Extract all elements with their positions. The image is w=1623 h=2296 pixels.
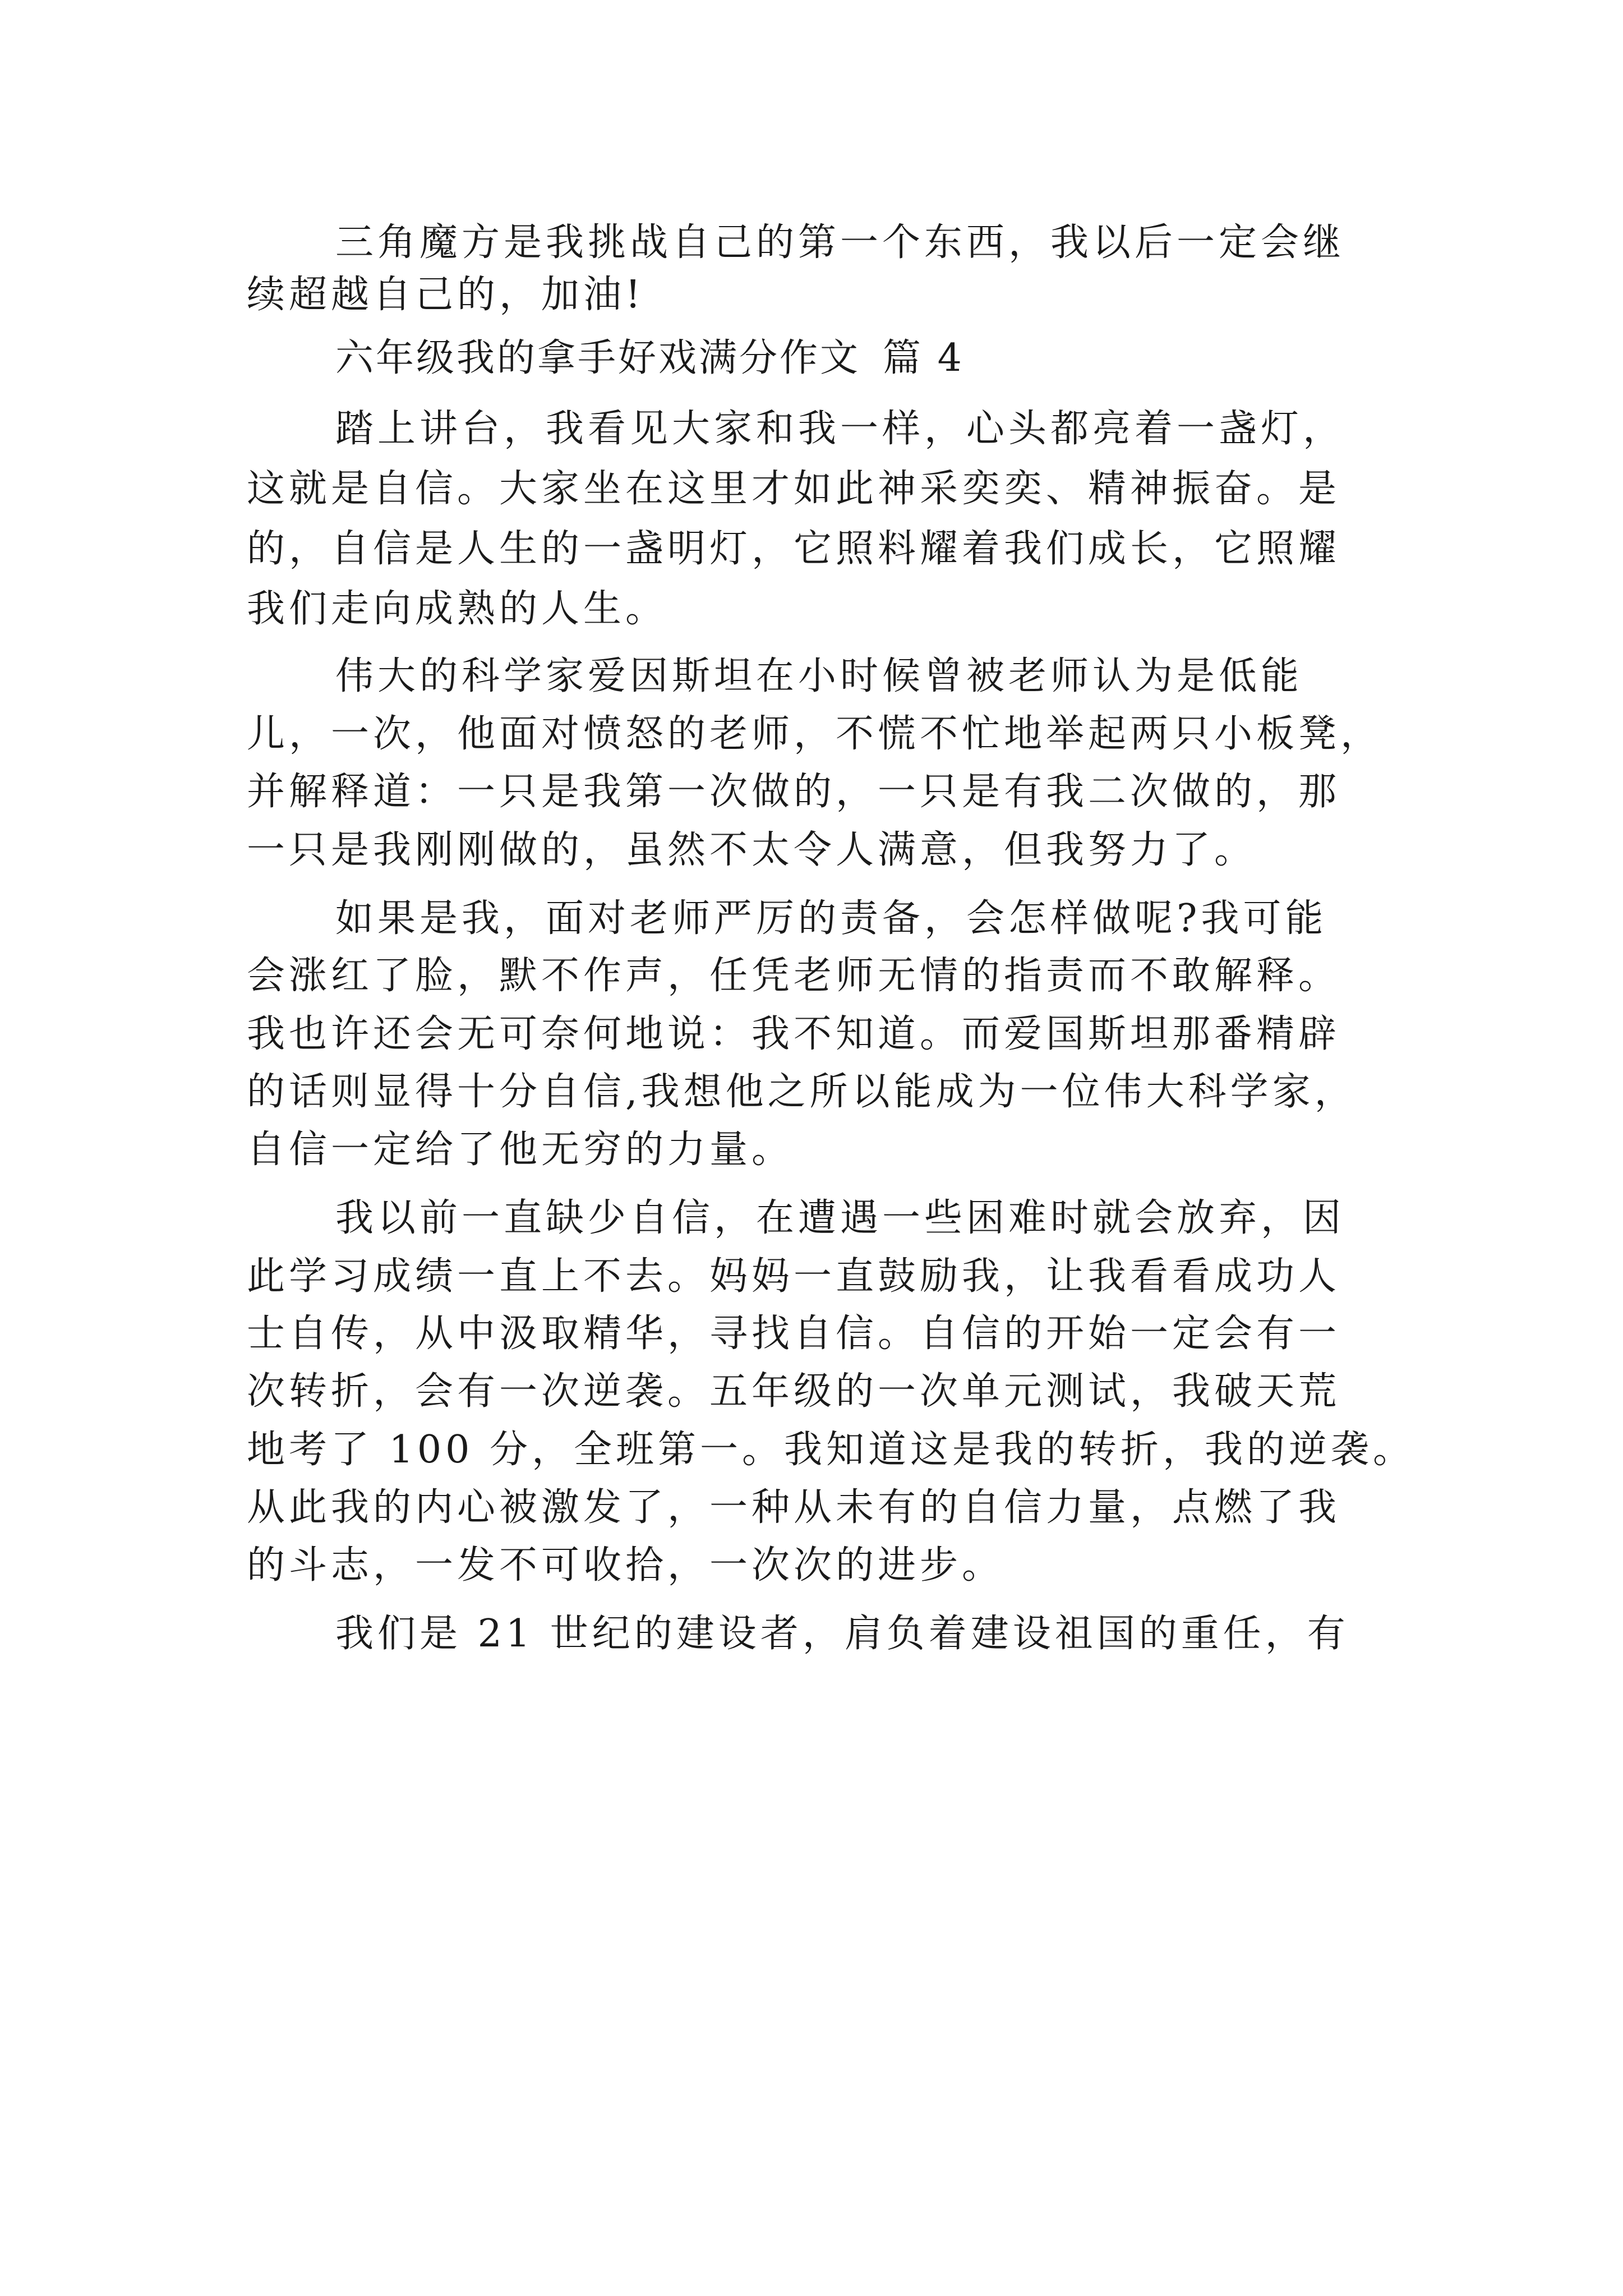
text-line: 我以前一直缺少自信，在遭遇一些困难时就会放弃，因 (335, 1196, 1345, 1240)
section-heading (335, 330, 964, 386)
text-line: 三角魔方是我挑战自己的第一个东西，我以后一定会继 (335, 220, 1345, 265)
text-line: 的话则显得十分自信,我想他之所以能成为一位伟大科学家， (247, 1070, 1357, 1114)
heading-title: 六年级我的拿手好戏满分作文 (335, 336, 861, 380)
text-line: 这就是自信。大家坐在这里才如此神采奕奕、精神振奋。是 (247, 467, 1341, 511)
text-line: 儿，一次，他面对愤怒的老师，不慌不忙地举起两只小板凳， (247, 712, 1383, 756)
text-line: 自信一定给了他无穷的力量。 (247, 1128, 794, 1172)
text-line: 的，自信是人生的一盏明灯，它照料耀着我们成长，它照耀 (247, 527, 1341, 571)
text-line: 我们是 21 世纪的建设者，肩负着建设祖国的重任，有 (335, 1612, 1349, 1656)
text-line: 次转折，会有一次逆袭。五年级的一次单元测试，我破天荒 (247, 1369, 1341, 1414)
text-line: 此学习成绩一直上不去。妈妈一直鼓励我，让我看看成功人 (247, 1254, 1341, 1299)
text-line: 伟大的科学家爱因斯坦在小时候曾被老师认为是低能 (335, 654, 1303, 698)
text-line: 士自传，从中汲取精华，寻找自信。自信的开始一定会有一 (247, 1312, 1341, 1356)
text-line: 我们走向成熟的人生。 (247, 587, 668, 631)
text-line: 如果是我，面对老师严厉的责备，会怎样做呢?我可能 (335, 896, 1327, 941)
text-line: 我也许还会无可奈何地说：我不知道。而爱国斯坦那番精辟 (247, 1012, 1341, 1056)
heading-number: 篇 4 (883, 336, 964, 380)
text-line: 续超越自己的，加油! (247, 273, 645, 317)
text-line: 踏上讲台，我看见大家和我一样，心头都亮着一盏灯， (335, 407, 1345, 451)
text-line: 的斗志，一发不可收拾，一次次的进步。 (247, 1543, 1004, 1588)
text-line: 从此我的内心被激发了，一种从未有的自信力量，点燃了我 (247, 1485, 1341, 1530)
text-line: 一只是我刚刚做的，虽然不太令人满意，但我努力了。 (247, 828, 1257, 872)
text-line: 并解释道：一只是我第一次做的，一只是有我二次做的，那 (247, 770, 1341, 814)
text-line: 会涨红了脸，默不作声，任凭老师无情的指责而不敢解释。 (247, 954, 1341, 998)
text-line: 地考了 100 分，全班第一。我知道这是我的转折，我的逆袭。 (247, 1428, 1415, 1472)
